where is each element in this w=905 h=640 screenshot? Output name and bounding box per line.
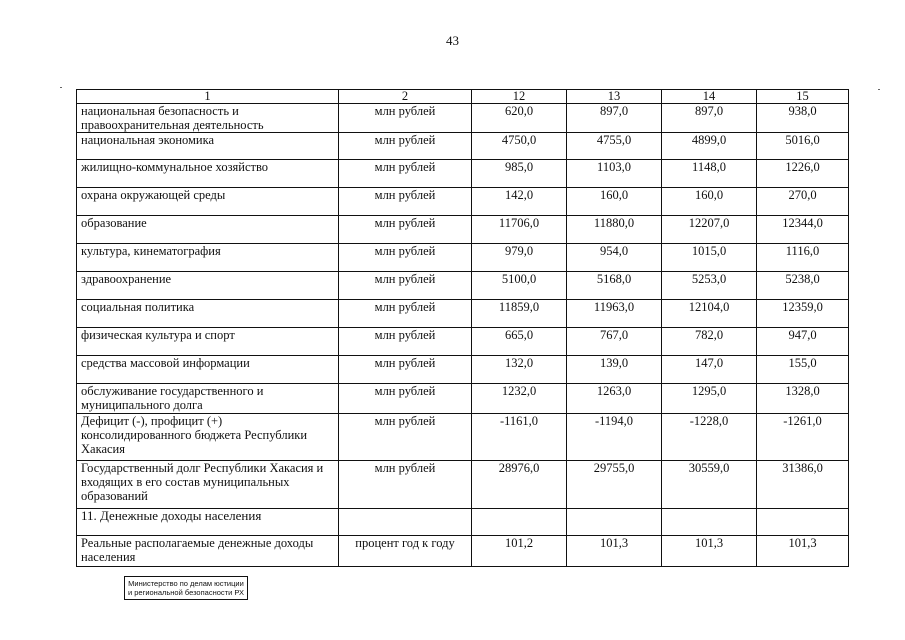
row-unit: млн рублей [339, 461, 472, 509]
row-value: 11859,0 [472, 300, 567, 328]
ministry-stamp: Министерство по делам юстиции и региональной безопасности РХ [124, 576, 248, 600]
row-unit: млн рублей [339, 300, 472, 328]
row-value: 12359,0 [757, 300, 849, 328]
row-value: 101,2 [472, 536, 567, 567]
row-value: 897,0 [567, 104, 662, 133]
row-value: 31386,0 [757, 461, 849, 509]
row-unit: млн рублей [339, 328, 472, 356]
table-row [77, 216, 849, 244]
row-value: 5168,0 [567, 272, 662, 300]
row-value: 30559,0 [662, 461, 757, 509]
row-value: 12207,0 [662, 216, 757, 244]
row-value: 1015,0 [662, 244, 757, 272]
row-value: 1148,0 [662, 160, 757, 188]
empty-cell [662, 509, 757, 536]
row-value: 11963,0 [567, 300, 662, 328]
row-unit: млн рублей [339, 384, 472, 414]
row-value: 782,0 [662, 328, 757, 356]
row-unit: млн рублей [339, 272, 472, 300]
row-value: 12344,0 [757, 216, 849, 244]
row-name: Дефицит (-), профицит (+) консолидированного бюджета Республики Хакасия [77, 414, 339, 461]
row-value: 947,0 [757, 328, 849, 356]
row-name: образование [77, 216, 339, 244]
row-value: 954,0 [567, 244, 662, 272]
row-unit: млн рублей [339, 244, 472, 272]
table-row [77, 104, 849, 133]
row-unit: млн рублей [339, 356, 472, 384]
row-value: 979,0 [472, 244, 567, 272]
row-value: 1263,0 [567, 384, 662, 414]
table-row [77, 536, 849, 567]
row-name: Реальные располагаемые денежные доходы населения [77, 536, 339, 567]
row-name: физическая культура и спорт [77, 328, 339, 356]
row-value: 4899,0 [662, 133, 757, 160]
row-value: 142,0 [472, 188, 567, 216]
page-number: 43 [446, 33, 459, 48]
row-value: 139,0 [567, 356, 662, 384]
row-value: 985,0 [472, 160, 567, 188]
row-value: 160,0 [567, 188, 662, 216]
row-value: 1226,0 [757, 160, 849, 188]
section-title: 11. Денежные доходы населения [77, 509, 339, 536]
empty-cell [472, 509, 567, 536]
column-header: 1 [77, 90, 339, 104]
row-value: 5253,0 [662, 272, 757, 300]
row-unit: млн рублей [339, 188, 472, 216]
row-unit: млн рублей [339, 104, 472, 133]
row-name: обслуживание государственного и муниципального долга [77, 384, 339, 414]
row-value: 28976,0 [472, 461, 567, 509]
row-value: 101,3 [567, 536, 662, 567]
empty-cell [567, 509, 662, 536]
row-value: 1103,0 [567, 160, 662, 188]
row-value: 101,3 [757, 536, 849, 567]
row-value: 5100,0 [472, 272, 567, 300]
row-value: 147,0 [662, 356, 757, 384]
row-value: -1261,0 [757, 414, 849, 461]
row-name: средства массовой информации [77, 356, 339, 384]
row-value: -1228,0 [662, 414, 757, 461]
row-name: социальная политика [77, 300, 339, 328]
column-header: 13 [567, 90, 662, 104]
row-value: 5016,0 [757, 133, 849, 160]
row-unit: процент год к году [339, 536, 472, 567]
table-row [77, 300, 849, 328]
row-name: национальная безопасность и правоохранительная деятельность [77, 104, 339, 133]
row-value: 132,0 [472, 356, 567, 384]
column-header: 15 [757, 90, 849, 104]
column-header: 2 [339, 90, 472, 104]
row-value: 767,0 [567, 328, 662, 356]
row-value: -1161,0 [472, 414, 567, 461]
table-row [77, 384, 849, 414]
table-row [77, 133, 849, 160]
row-value: 1328,0 [757, 384, 849, 414]
row-value: 11880,0 [567, 216, 662, 244]
row-value: -1194,0 [567, 414, 662, 461]
row-value: 897,0 [662, 104, 757, 133]
row-value: 665,0 [472, 328, 567, 356]
row-value: 4750,0 [472, 133, 567, 160]
row-value: 938,0 [757, 104, 849, 133]
scan-speck [878, 89, 880, 90]
row-value: 1116,0 [757, 244, 849, 272]
column-header: 14 [662, 90, 757, 104]
row-value: 29755,0 [567, 461, 662, 509]
row-value: 160,0 [662, 188, 757, 216]
row-name: здравоохранение [77, 272, 339, 300]
row-name: охрана окружающей среды [77, 188, 339, 216]
table-row [77, 356, 849, 384]
row-unit: млн рублей [339, 414, 472, 461]
table-row [77, 272, 849, 300]
column-header: 12 [472, 90, 567, 104]
table-row [77, 244, 849, 272]
row-value: 1232,0 [472, 384, 567, 414]
row-value: 101,3 [662, 536, 757, 567]
row-name: жилищно-коммунальное хозяйство [77, 160, 339, 188]
row-name: культура, кинематография [77, 244, 339, 272]
empty-cell [757, 509, 849, 536]
scan-speck [60, 87, 62, 88]
row-value: 1295,0 [662, 384, 757, 414]
row-value: 5238,0 [757, 272, 849, 300]
table-row [77, 461, 849, 509]
row-value: 4755,0 [567, 133, 662, 160]
budget-table [76, 89, 849, 567]
section-row [77, 509, 849, 536]
row-unit: млн рублей [339, 133, 472, 160]
row-value: 155,0 [757, 356, 849, 384]
header-row [77, 90, 849, 104]
row-value: 270,0 [757, 188, 849, 216]
table-row [77, 328, 849, 356]
table-row [77, 160, 849, 188]
row-name: национальная экономика [77, 133, 339, 160]
table-row [77, 414, 849, 461]
row-unit: млн рублей [339, 160, 472, 188]
row-value: 620,0 [472, 104, 567, 133]
row-value: 12104,0 [662, 300, 757, 328]
table-row [77, 188, 849, 216]
empty-cell [339, 509, 472, 536]
row-value: 11706,0 [472, 216, 567, 244]
row-unit: млн рублей [339, 216, 472, 244]
row-name: Государственный долг Республики Хакасия и входящих в его состав муниципальных образований [77, 461, 339, 509]
